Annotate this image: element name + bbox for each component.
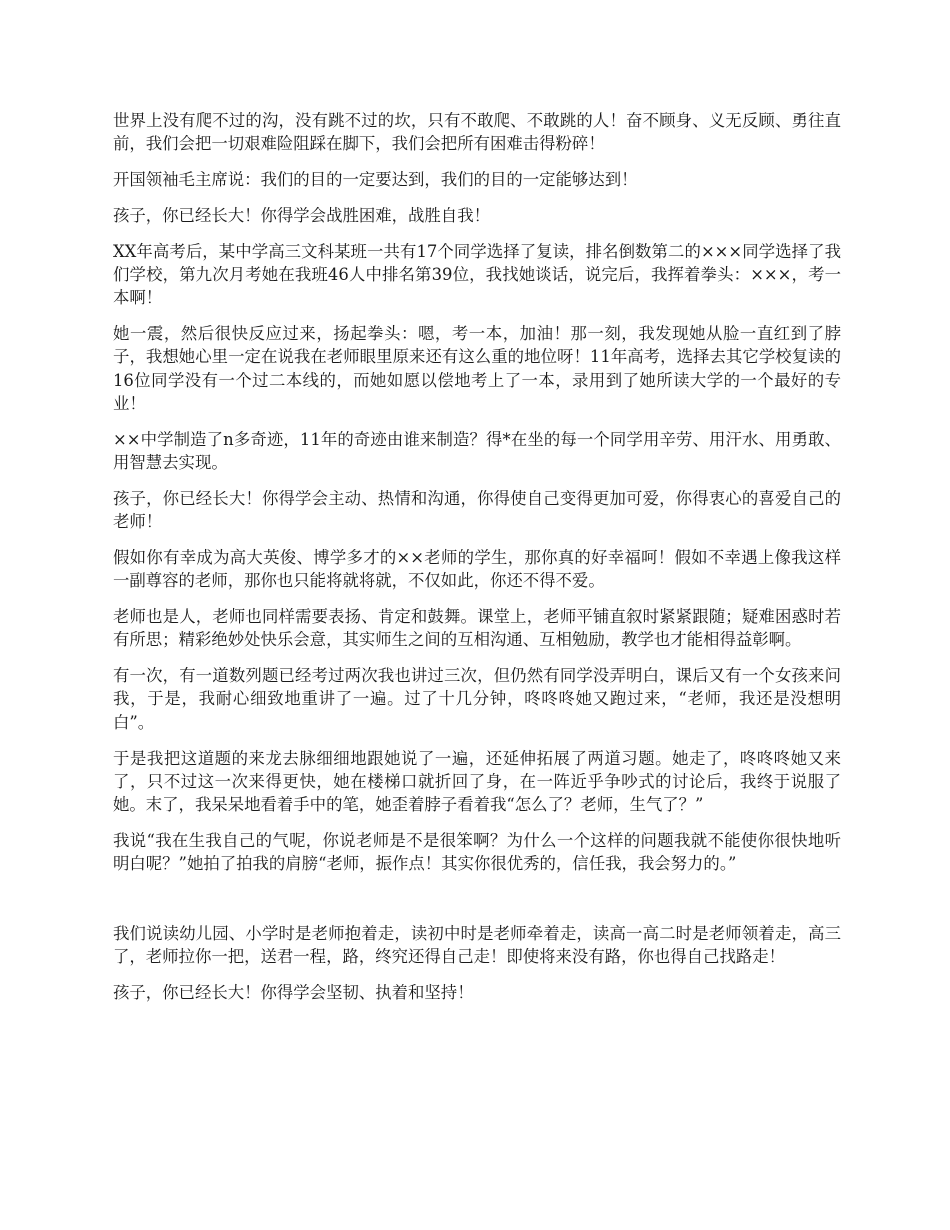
paragraph-10: 有一次，有一道数列题已经考过两次我也讲过三次，但仍然有同学没弄明白，课后又有一个女孩来问我，于是，我耐心细致地重讲了一遍。过了十几分钟，咚咚咚她又跑过来，“老师，我还是没想明白”。 — [113, 666, 841, 732]
paragraph-5: 她一震，然后很快反应过来，扬起拳头：嗯，考一本，加油！那一刻，我发现她从脸一直红到了脖子，我想她心里一定在说我在老师眼里原来还有这么重的地位呀！11年高考，选择去其它学校复读的16位同学没有一个过二本线的，而她如愿以偿地考上了一本，录用到了她所读大学的一个最好的专业！ — [113, 324, 841, 413]
paragraph-2: 开国领袖毛主席说：我们的目的一定要达到，我们的目的一定能够达到！ — [113, 170, 638, 190]
paragraph-8: 假如你有幸成为高大英俊、博学多才的××老师的学生，那你真的好幸福呵！假如不幸遇上像我这样一副尊容的老师，那你也只能将就将就，不仅如此，你还不得不爱。 — [113, 547, 841, 591]
paragraph-13: 我们说读幼儿园、小学时是老师抱着走，读初中时是老师牵着走，读高一高二时是老师领着走，高三了，老师拉你一把，送君一程，路，终究还得自己走！即使将来没有路，你也得自己找路走！ — [113, 924, 841, 967]
paragraph-6: ××中学制造了n多奇迹，11年的奇迹由谁来制造？得*在坐的每一个同学用辛劳、用汗水、用勇敢、用智慧去实现。 — [113, 429, 841, 473]
document-body — [113, 109, 841, 1017]
paragraph-12: 我说“我在生我自己的气呢，你说老师是不是很笨啊？为什么一个这样的问题我就不能使你很快地听明白呢？”她拍了拍我的肩膀“老师，振作点！其实你很优秀的，信任我，我会努力的。” — [113, 830, 841, 874]
paragraph-4: XX年高考后，某中学高三文科某班一共有17个同学选择了复读，排名倒数第二的×××同学选择了我们学校，第九次月考她在我班46人中排名第39位，我找她谈话，说完后，我挥着拳头：×××，考一本啊！ — [113, 241, 841, 308]
paragraph-3: 孩子，你已经长大！你得学会战胜困难，战胜自我！ — [113, 205, 490, 225]
blank-gap — [113, 888, 841, 922]
paragraph-9: 老师也是人，老师也同样需要表扬、肯定和鼓舞。课堂上，老师平铺直叙时紧紧跟随；疑难困惑时若有所思；精彩绝妙处快乐会意，其实师生之间的互相沟通、互相勉励，教学也才能相得益彰啊。 — [113, 607, 841, 650]
paragraph-7: 孩子，你已经长大！你得学会主动、热情和沟通，你得使自己变得更加可爱，你得衷心的喜爱自己的老师！ — [113, 488, 841, 532]
paragraph-14: 孩子，你已经长大！你得学会坚韧、执着和坚持！ — [113, 983, 474, 1003]
paragraph-11: 于是我把这道题的来龙去脉细细地跟她说了一遍，还延伸拓展了两道习题。她走了，咚咚咚她又来了，只不过这一次来得更快，她在楼梯口就折回了身，在一阵近乎争吵式的讨论后，我终于说服了她。末了，我呆呆地看着手中的笔，她歪着脖子看着我“怎么了？老师，生气了？” — [113, 748, 841, 815]
paragraph-1: 世界上没有爬不过的沟，没有跳不过的坎，只有不敢爬、不敢跳的人！奋不顾身、义无反顾、勇往直前，我们会把一切艰难险阻踩在脚下，我们会把所有困难击得粉碎！ — [113, 111, 841, 154]
